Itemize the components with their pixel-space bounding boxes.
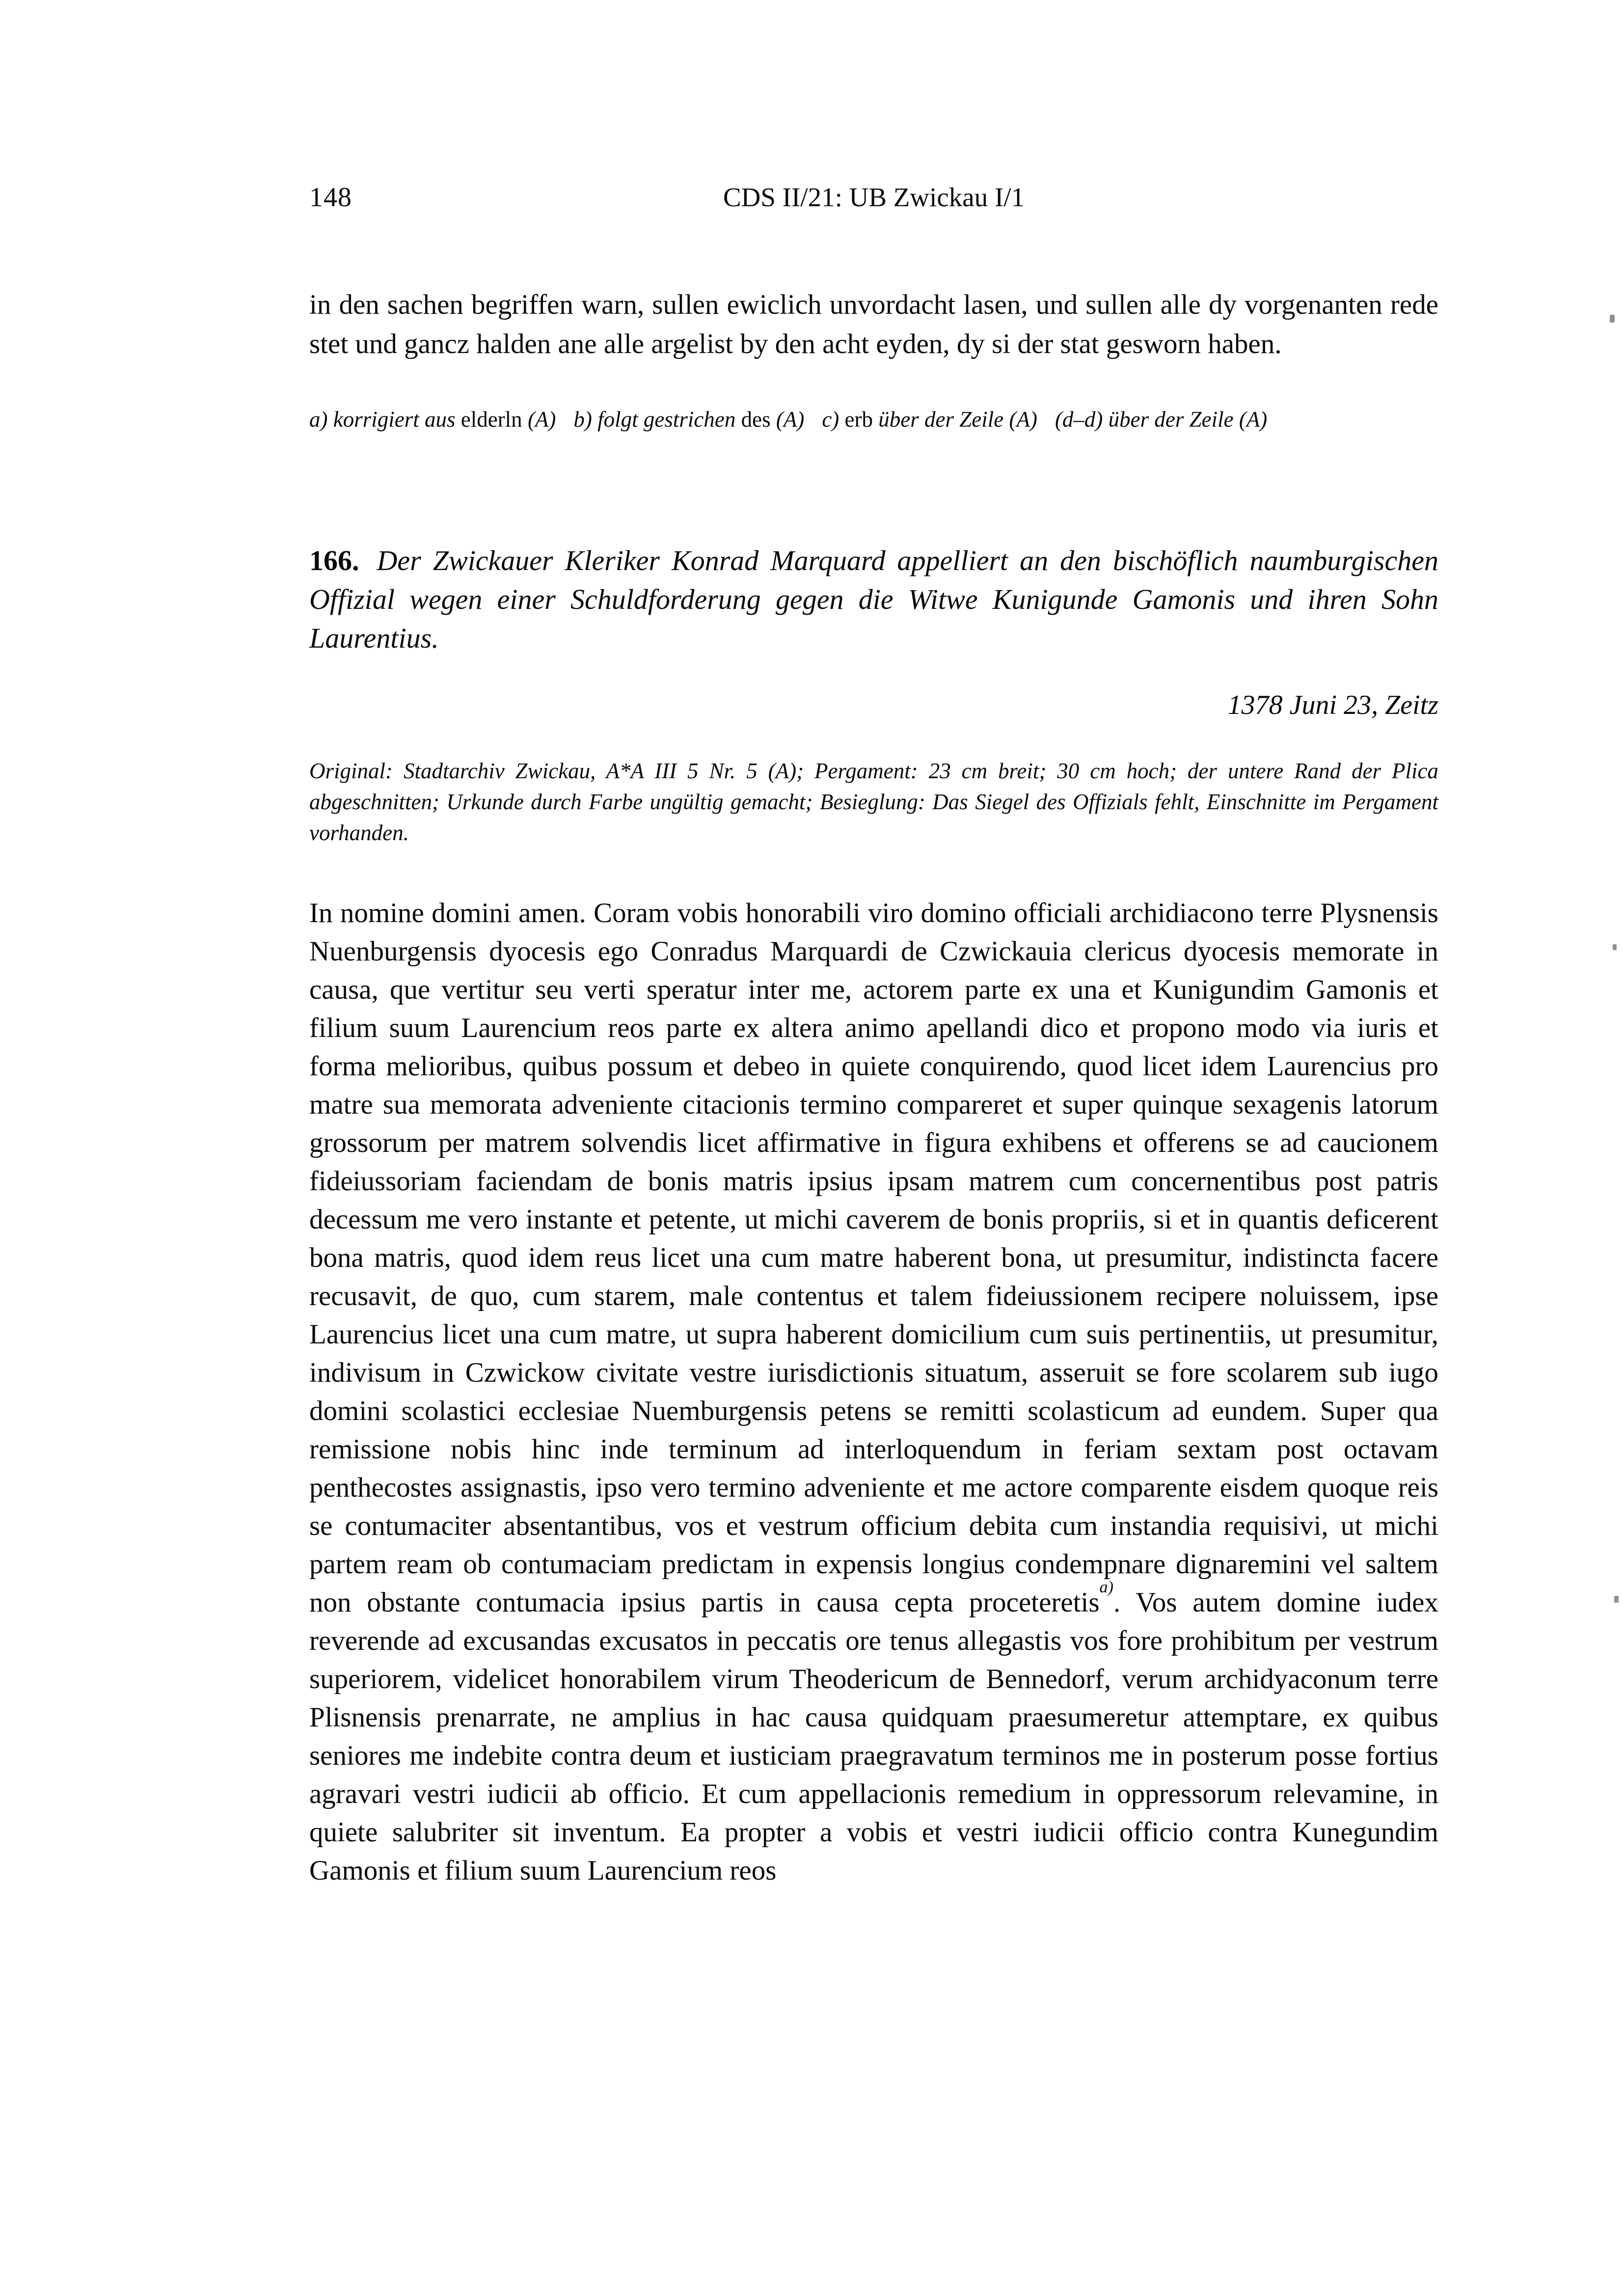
- apparatus-note-b-lemma: des: [735, 407, 776, 432]
- apparatus-note-d: [1055, 407, 1267, 432]
- page-number: 148: [309, 182, 352, 213]
- apparatus-note-c: [822, 407, 1037, 432]
- scan-artifact: [1614, 1596, 1619, 1603]
- apparatus-note-d-text: (d–d) über der Zeile (A): [1055, 407, 1268, 432]
- page-header: [309, 182, 1438, 221]
- running-title: CDS II/21: UB Zwickau I/1: [723, 182, 1025, 212]
- scan-artifact: [1610, 315, 1615, 323]
- entry-body-part2: . Vos autem domine iudex reverende ad excusandas excusatos in peccatis ore tenus allegastis vos fore prohibitum per vestrum superiorem, videlicet honorabilem virum Theodericum de Bennedorf, verum archidyaconum terre Plisnensis prenarrate, ne amplius in hac causa quidquam praesumeretur attemptare, ex quibus seniores me indebite contra deum et iusticiam praegravatum terminos me in posterum posse fortius agravari vestri iudicii ab officio. Et cum appellacionis remedium in oppressorum relevamine, in quiete salubriter sit inventum. Ea propter a vobis et vestri iudicii officio contra Kunegundim Gamonis et filium suum Laurencium reos: [309, 1587, 1438, 1886]
- apparatus-note-c-siglum: über der Zeile (A): [878, 407, 1037, 432]
- footnote-marker-a: a): [1099, 1578, 1114, 1597]
- apparatus-note-a-siglum: (A): [527, 407, 556, 432]
- apparatus-note-b: [573, 407, 804, 432]
- entry-dateline: 1378 Juni 23, Zeitz: [1227, 690, 1438, 720]
- entry-body-part1: In nomine domini amen. Coram vobis honorabili viro domino officiali archidiacono terre Plysnensis Nuenburgensis dyocesis ego Conradus Marquardi de Czwickauia clericus dyocesis memorate in causa, que vertitur seu verti speratur inter me, actorem parte ex una et Kunigundim Gamonis et filium suum Laurencium reos parte ex altera animo apellandi dico et propono modo via iuris et forma melioribus, quibus possum et debeo in quiete conquirendo, quod licet idem Laurencius pro matre sua memorata adveniente citacionis termino compareret et super quinque sexagenis latorum grossorum per matrem solvendis licet affirmative in figura exhibens et offerens se ad caucionem fideiussoriam faciendam de bonis matris ipsius ipsam matrem cum concernentibus post patris decessum me vero instante et petente, ut michi caverem de bonis propriis, si et in quantis deficerent bona matris, quod idem reus licet una cum matre haberent bona, ut presumitur, indistincta facere recusavit, de quo, cum starem, male contentus et talem fideiussionem recipere noluissem, ipse Laurencius licet una cum matre, ut supra haberent domicilium cum suis pertinentiis, ut presumitur, indivisum in Czwickow civitate vestre iurisdictionis situatum, asseruit se fore scolarem sub iugo domini scolastici ecclesiae Nuemburgensis petens se remitti scolasticum ad eundem. Super qua remissione nobis hinc inde terminum ad interloquendum in feriam sextam post octavam penthecostes assignastis, ipso vero termino adveniente et me actore comparente eisdem quoque reis se contumaciter absentantibus, vos et vestrum officium debita cum instandia requisivi, ut michi partem ream ob contumaciam predictam in expensis longius condempnare dignaremini vel saltem non obstante contumacia ipsius partis in causa cepta proceteretis: [309, 898, 1438, 1618]
- apparatus-note-a-label: a) korrigiert aus: [309, 407, 456, 432]
- entry-number: 166.: [309, 545, 359, 576]
- apparatus-note-c-label: c): [822, 407, 839, 432]
- entry-body-text: [309, 894, 1438, 1890]
- apparatus-note-b-siglum: (A): [776, 407, 805, 432]
- entry-heading: [309, 541, 1438, 657]
- continuation-paragraph: in den sachen begriffen warn, sullen ewiclich unvordacht lasen, und sullen alle dy vorgenanten rede stet und gancz halden ane alle argelist by den acht eyden, dy si der stat gesworn haben.: [309, 289, 1438, 359]
- provenance-note: Original: Stadtarchiv Zwickau, A*A III 5 Nr. 5 (A); Pergament: 23 cm breit; 30 cm hoch; der untere Rand der Plica abgeschnitten; Urkunde durch Farbe ungültig gemacht; Besieglung: Das Siegel des Offizials fehlt, Einschnitte im Pergament vorhanden.: [309, 759, 1438, 845]
- apparatus-note-b-label: b) folgt gestrichen: [573, 407, 736, 432]
- scan-artifact: [1613, 944, 1617, 950]
- apparatus-note-a-lemma: elderln: [455, 407, 528, 432]
- entry-regest: Der Zwickauer Kleriker Konrad Marquard appelliert an den bischöflich naumburgischen Offizial wegen einer Schuldforderung gegen die Witwe Kunigunde Gamonis und ihren Sohn Laurentius.: [309, 545, 1438, 654]
- apparatus-note-a: [309, 407, 556, 432]
- apparatus-line: [309, 407, 1438, 432]
- apparatus-note-c-lemma: erb: [839, 407, 879, 432]
